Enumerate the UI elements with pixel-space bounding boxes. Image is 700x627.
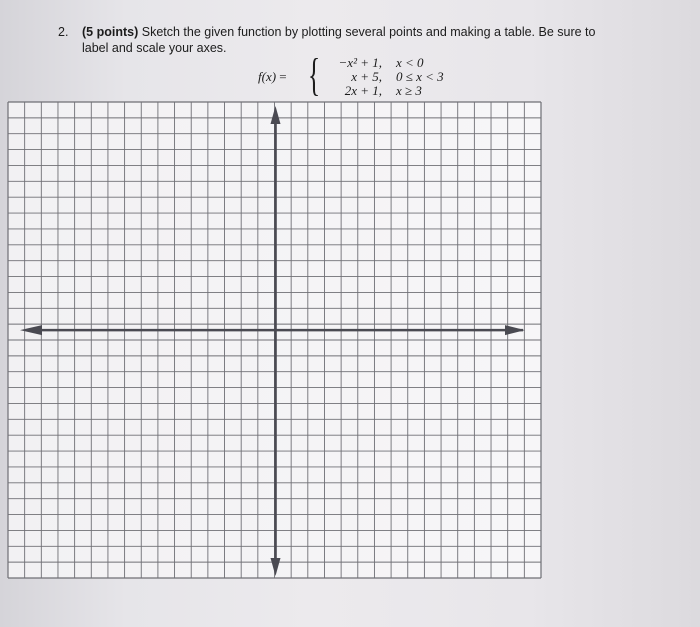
- piece-condition-2: 0 ≤ x < 3: [396, 69, 444, 84]
- piece-expression-2: x + 5,: [351, 69, 382, 84]
- piece-expression-3: 2x + 1,: [344, 83, 382, 98]
- function-label: f(x) =: [258, 69, 287, 84]
- problem-number: 2.: [58, 25, 69, 39]
- left-brace-icon: {: [308, 49, 321, 100]
- piece-condition-1: x < 0: [396, 55, 424, 70]
- problem-instruction: Sketch the given function by plotting several points and making a table. Be sure to: [141, 25, 596, 39]
- problem-instruction-continued: label and scale your axes.: [82, 41, 227, 55]
- piece-condition-3: x ≥ 3: [396, 83, 422, 98]
- piece-expression-1: −x² + 1,: [338, 55, 382, 70]
- problem-points: (5 points): [82, 25, 139, 39]
